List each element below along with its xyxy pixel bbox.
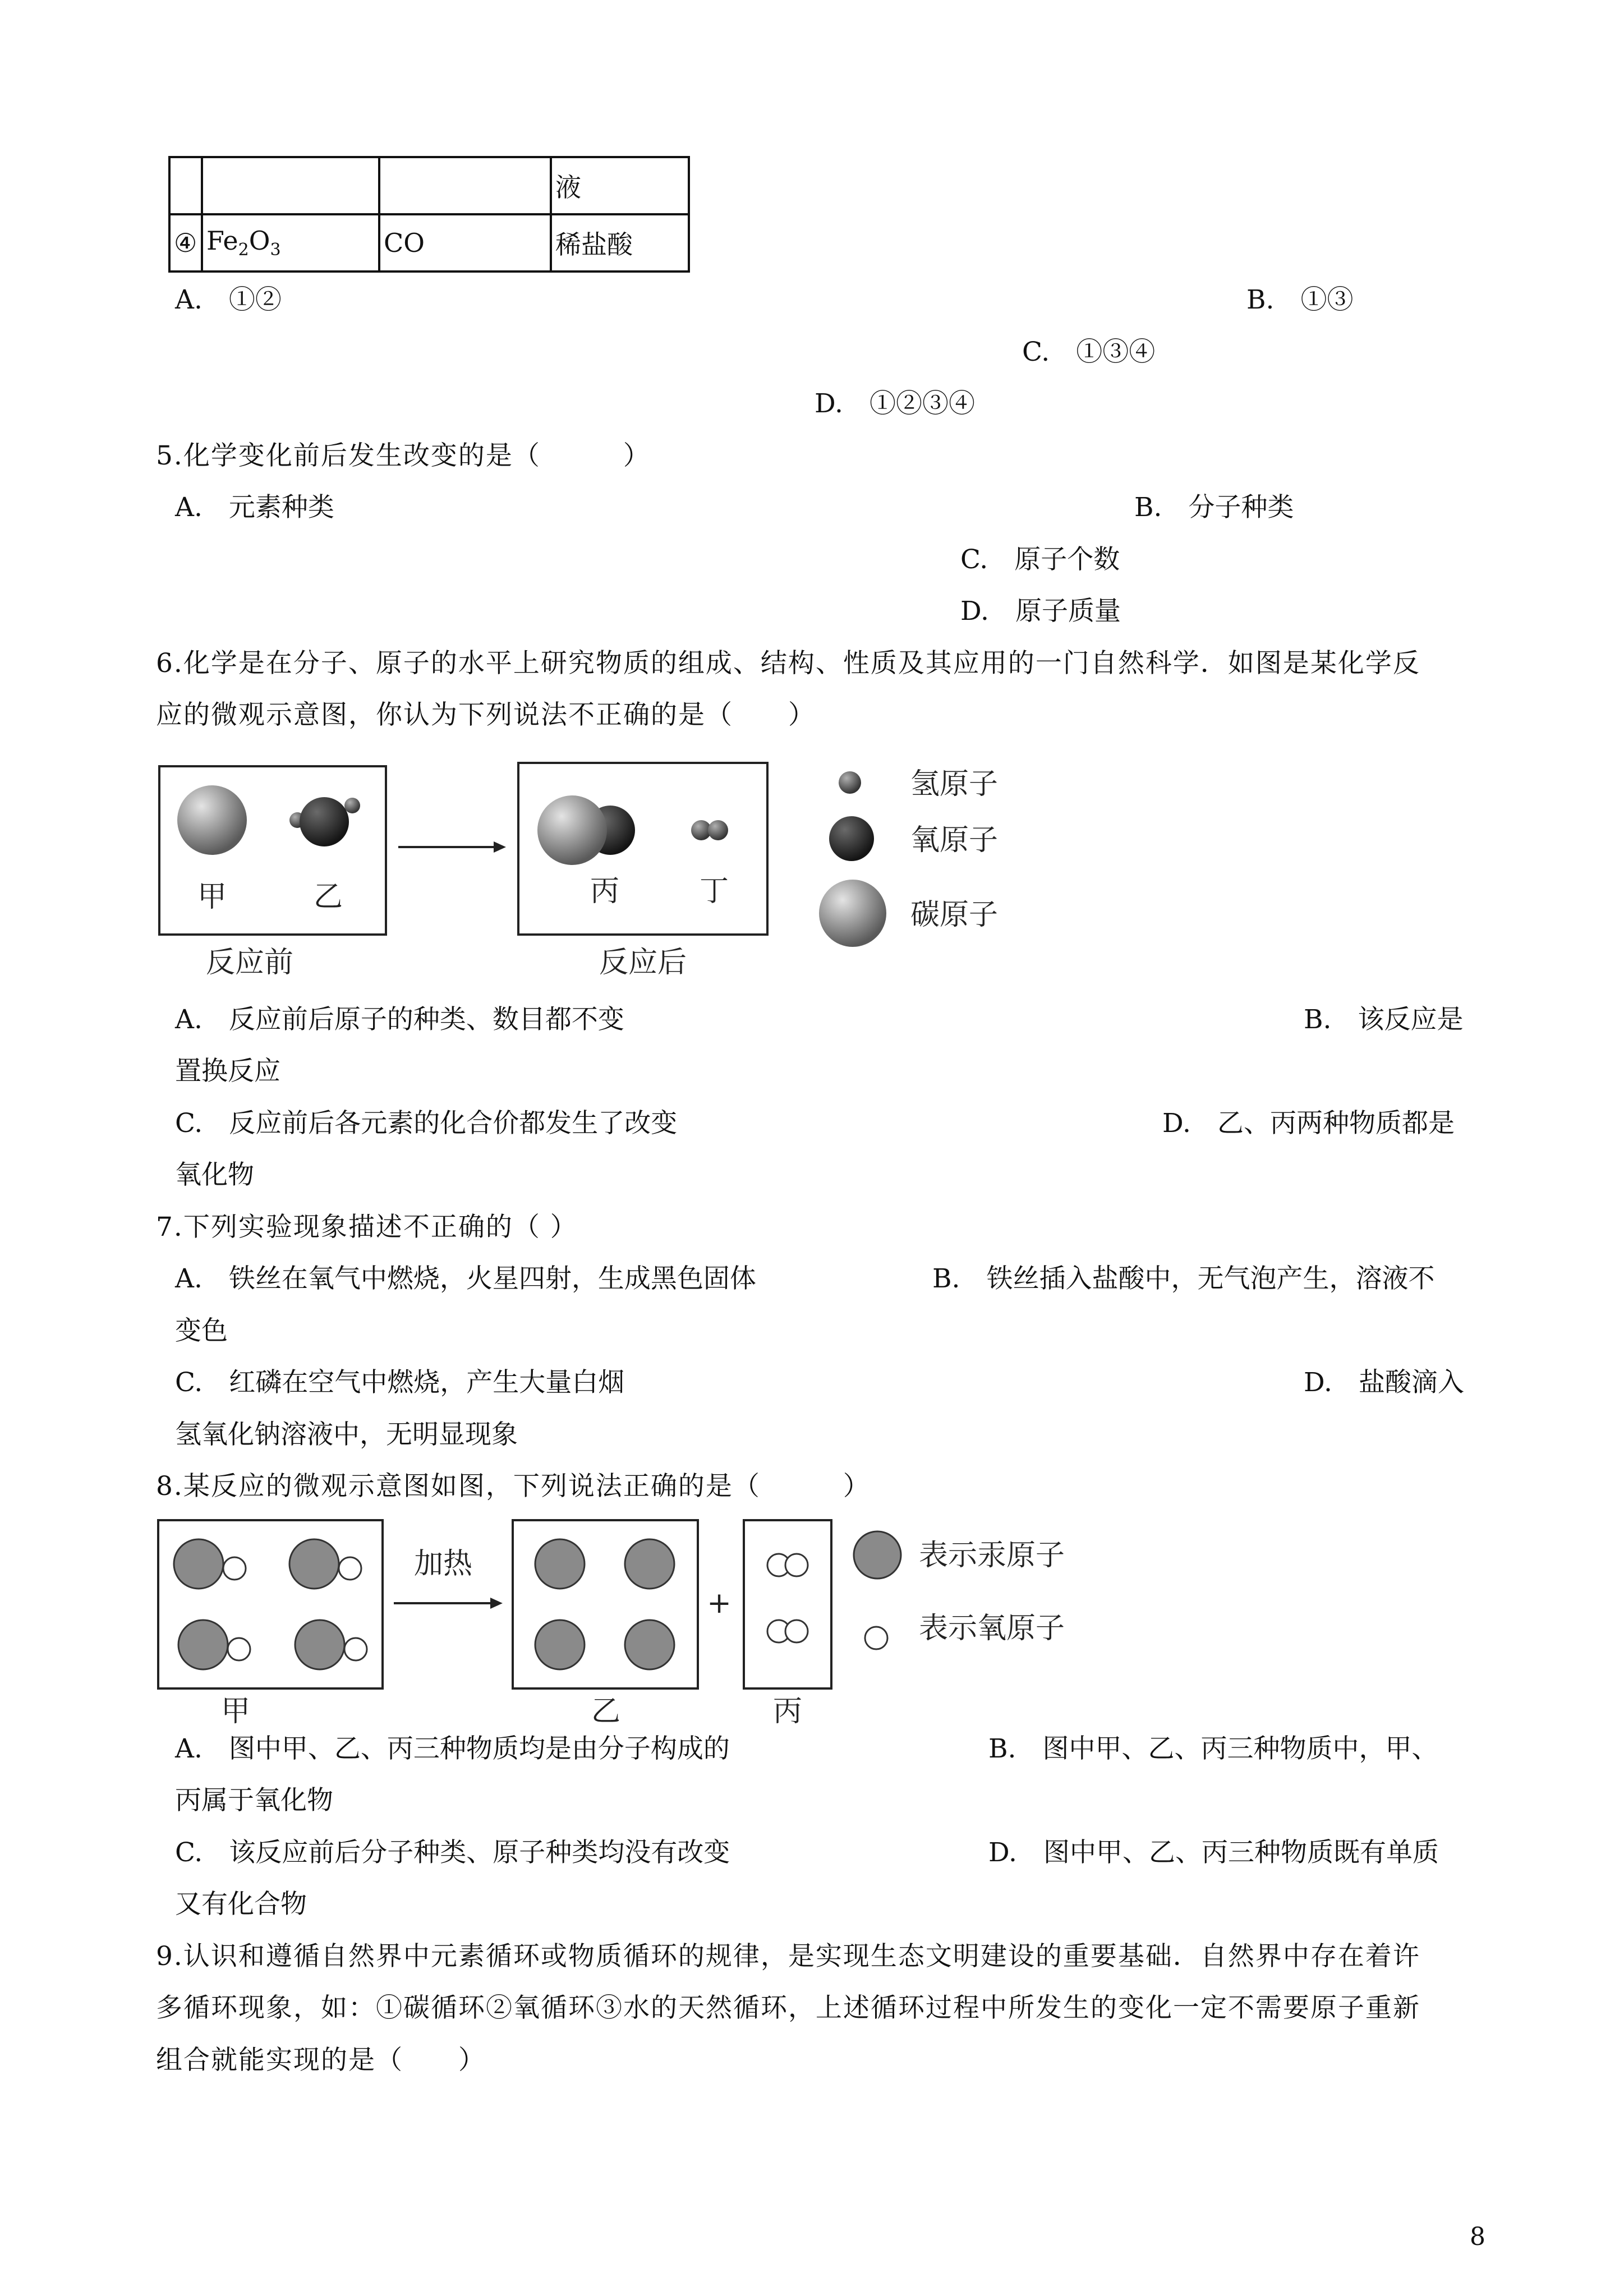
mercury-oxide-molecule	[178, 1620, 250, 1669]
plus-sign: +	[707, 1586, 732, 1620]
label-heat: 加热	[413, 1547, 473, 1581]
label-bing: 丙	[772, 1695, 803, 1728]
legend-oxygen-label: 表示氧原子	[919, 1612, 1065, 1645]
q7-option-a: A. 铁丝在氧气中燃烧，火星四射，生成黑色固体	[175, 1263, 756, 1294]
oxygen-molecule	[767, 1554, 808, 1576]
q6-option-b: B. 该反应是	[1304, 1004, 1464, 1035]
q8-reaction-diagram	[151, 1509, 1128, 1733]
q8-option-b-cont: 丙属于氧化物	[175, 1785, 333, 1816]
q5-option-a: A. 元素种类	[175, 492, 334, 523]
hydrogen-atom	[344, 798, 360, 813]
label-yi: 乙	[313, 880, 343, 914]
table-cell	[379, 157, 551, 214]
table-cell: 稀盐酸	[551, 214, 689, 272]
q7-option-c: C. 红磷在空气中燃烧，产生大量白烟	[175, 1367, 625, 1398]
q8-stem: 8.某反应的微观示意图如图，下列说法正确的是（ ）	[156, 1471, 871, 1502]
mercury-atom	[625, 1539, 674, 1589]
q5-option-c: C. 原子个数	[960, 544, 1120, 575]
label-bing: 丙	[590, 875, 620, 908]
page-number: 8	[1470, 2223, 1485, 2251]
q6-option-d-cont: 氧化物	[175, 1159, 254, 1190]
hydrogen-atom	[708, 820, 728, 840]
legend-oxygen-label: 氧原子	[910, 823, 999, 857]
table-cell: ④	[169, 214, 202, 272]
q4-option-d: D. ①②③④	[815, 388, 975, 419]
q8-option-b: B. 图中甲、乙、丙三种物质中，甲、	[988, 1733, 1438, 1764]
legend-oxygen-icon	[865, 1627, 887, 1649]
q8-option-c: C. 该反应前后分子种类、原子种类均没有改变	[175, 1837, 730, 1868]
formula-part: O	[249, 226, 270, 256]
q4-option-b: B. ①③	[1246, 284, 1354, 315]
legend-hydrogen-label: 氢原子	[910, 767, 999, 801]
label-jia: 甲	[197, 880, 227, 914]
legend-mercury-icon	[854, 1531, 901, 1579]
carbon-atom	[537, 795, 607, 865]
q7-option-b-cont: 变色	[175, 1315, 228, 1346]
mercury-oxide-molecule	[295, 1620, 367, 1669]
formula-subscript: 2	[238, 240, 249, 260]
legend-oxygen-icon	[829, 816, 874, 861]
q8-option-d-cont: 又有化合物	[175, 1889, 307, 1920]
q6-stem-line1: 6.化学是在分子、原子的水平上研究物质的组成、结构、性质及其应用的一门自然科学．如图是某化学反	[156, 648, 1420, 679]
table-cell: CO	[379, 214, 551, 272]
mercury-atom	[535, 1620, 585, 1669]
oxygen-molecule	[767, 1620, 808, 1642]
q6-reaction-diagram	[151, 752, 1027, 993]
q7-option-d: D. 盐酸滴入	[1304, 1367, 1464, 1398]
q7-option-d-cont: 氢氧化钠溶液中，无明显现象	[175, 1419, 518, 1450]
label-jia: 甲	[220, 1695, 251, 1728]
mercury-oxide-molecule	[289, 1539, 361, 1589]
table-cell: 液	[551, 157, 689, 214]
q9-stem-line2: 多循环现象，如：①碳循环②氧循环③水的天然循环，上述循环过程中所发生的变化一定不需要原子重新	[156, 1993, 1420, 2023]
q9-stem-line3: 组合就能实现的是（ ）	[156, 2045, 486, 2076]
q8-option-a: A. 图中甲、乙、丙三种物质均是由分子构成的	[175, 1733, 730, 1764]
q6-stem-line2: 应的微观示意图，你认为下列说法不正确的是（ ）	[156, 700, 816, 730]
carbon-atom	[177, 785, 247, 855]
legend-carbon-icon	[819, 880, 886, 947]
legend-carbon-label: 碳原子	[910, 898, 999, 932]
table-cell	[202, 157, 379, 214]
q4-option-c: C. ①③④	[1022, 337, 1156, 367]
q5-option-b: B. 分子种类	[1134, 492, 1294, 523]
q7-option-b: B. 铁丝插入盐酸中，无气泡产生，溶液不	[932, 1263, 1435, 1294]
oxygen-box	[744, 1520, 831, 1688]
mercury-atom	[535, 1539, 585, 1589]
arrow-head	[490, 1598, 503, 1609]
q7-stem: 7.下列实验现象描述不正确的（ ）	[156, 1212, 578, 1243]
q6-option-a: A. 反应前后原子的种类、数目都不变	[175, 1004, 624, 1035]
label-before: 反应前	[205, 946, 294, 979]
arrow-head	[494, 841, 506, 853]
q6-option-b-cont: 置换反应	[175, 1056, 280, 1087]
table-row	[169, 214, 689, 272]
q8-option-d: D. 图中甲、乙、丙三种物质既有单质	[988, 1837, 1439, 1868]
mercury-atom	[625, 1620, 674, 1669]
q6-option-c: C. 反应前后各元素的化合价都发生了改变	[175, 1108, 678, 1139]
reagent-table	[168, 156, 690, 273]
label-after: 反应后	[599, 946, 687, 979]
legend-mercury-label: 表示汞原子	[919, 1539, 1065, 1572]
table-cell	[202, 214, 379, 272]
formula-subscript: 3	[270, 240, 281, 260]
legend-hydrogen-icon	[839, 771, 861, 794]
q6-option-d: D. 乙、丙两种物质都是	[1162, 1108, 1455, 1139]
q5-option-d: D. 原子质量	[960, 596, 1121, 627]
label-ding: 丁	[699, 875, 729, 908]
mercury-oxide-molecule	[174, 1539, 246, 1589]
oxygen-atom	[300, 797, 349, 846]
q9-stem-line1: 9.认识和遵循自然界中元素循环或物质循环的规律，是实现生态文明建设的重要基础．自然界中存在着许	[156, 1941, 1420, 1972]
formula-part: Fe	[206, 226, 238, 256]
q5-stem: 5.化学变化前后发生改变的是（ ）	[156, 440, 651, 471]
label-yi: 乙	[591, 1695, 621, 1728]
table-cell	[169, 157, 202, 214]
mercury-box	[513, 1520, 698, 1688]
q4-option-a: A. ①②	[175, 284, 282, 315]
table-row	[169, 157, 689, 214]
